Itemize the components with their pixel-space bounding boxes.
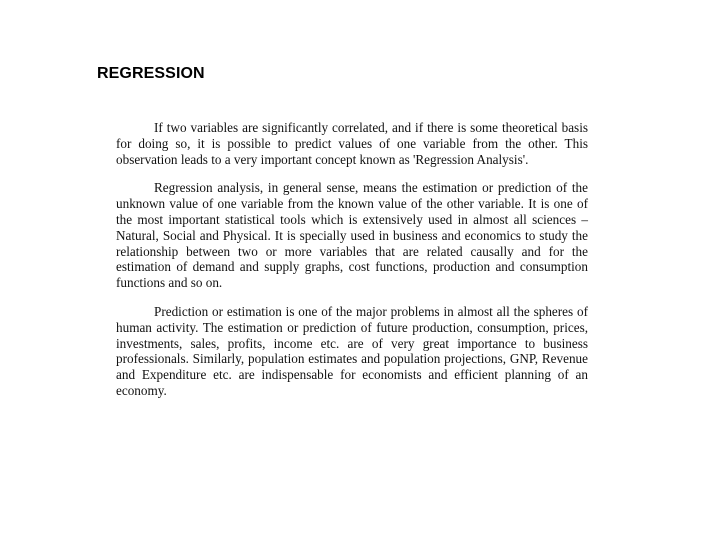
- paragraph-3: Prediction or estimation is one of the major problems in almost all the spheres of human activity. The estimation or prediction of future production, consumption, prices, investments, sales, profits, income etc. are of very great importance to business professionals. Similarly, population estimates and population projections, GNP, Revenue and Expenditure etc. are indispensable for economists and efficient planning of an economy.: [116, 303, 588, 398]
- slide-title: REGRESSION: [97, 65, 205, 82]
- paragraph-1: If two variables are significantly correlated, and if there is some theoretical basis for doing so, it is possible to predict values of one variable from the other. This observation leads to a very important concept known as 'Regression Analysis'.: [116, 120, 588, 167]
- paragraph-2: Regression analysis, in general sense, means the estimation or prediction of the unknown value of one variable from the known value of the other variable. It is one of the most important statistical tools which is extensively used in almost all sciences – Natural, Social and Physical. It is specially used in business and economics to study the relationship between two or more variables that are related causally and for the estimation of demand and supply graphs, cost functions, production and consumption functions and so on.: [116, 180, 588, 291]
- scanned-text-block: [116, 120, 588, 412]
